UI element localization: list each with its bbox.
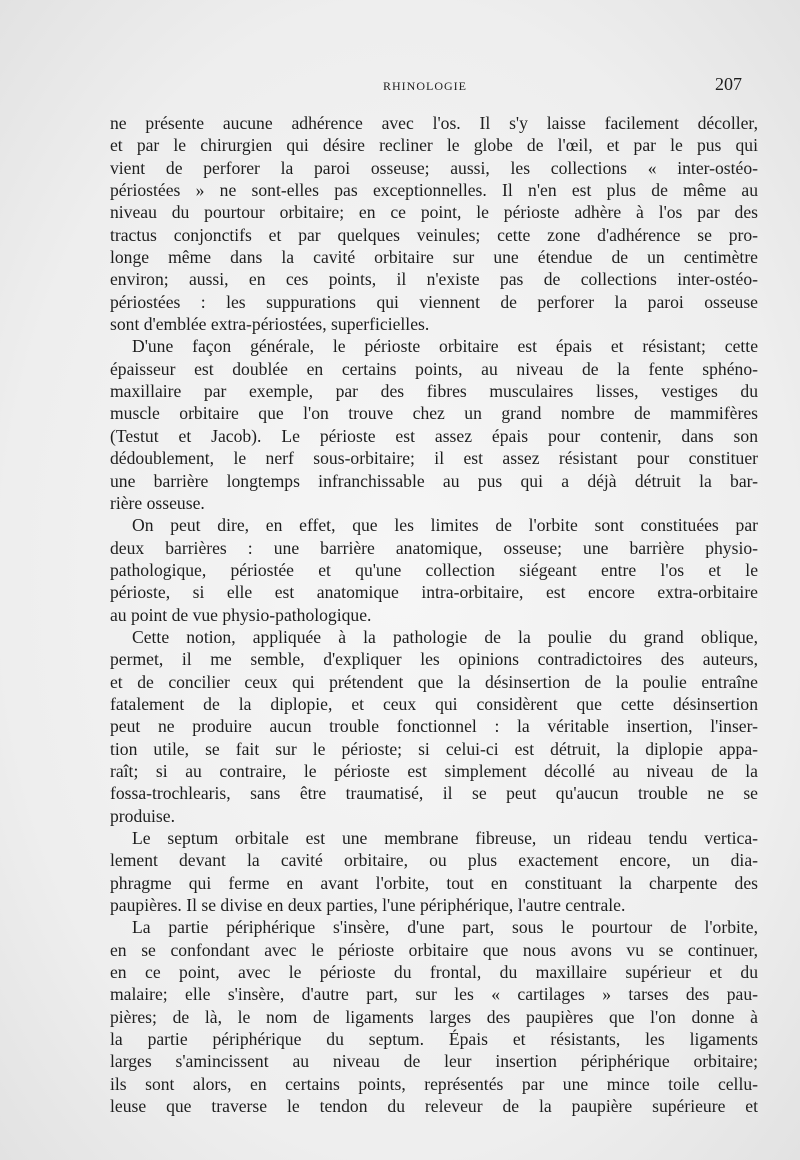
text-line: malaire; elle s'insère, d'autre part, sur les « cartilages » tarses des pau- <box>110 984 758 1005</box>
text-line: périostées : les suppurations qui viennent de perforer la paroi osseuse <box>110 291 758 312</box>
text-line: raît; si au contraire, le périoste est simplement décollé au niveau de la <box>110 760 758 781</box>
text-line: produise. <box>110 805 175 826</box>
text-line: la partie périphérique du septum. Épais et résistants, les ligaments <box>110 1029 758 1050</box>
text-line: muscle orbitaire que l'on trouve chez un grand nombre de mammifères <box>110 403 758 424</box>
text-line: ils sont alors, en certains points, représentés par une mince toile cellu- <box>110 1073 758 1094</box>
text-line: tractus conjonctifs et par quelques veinules; cette zone d'adhérence se pro- <box>110 224 758 245</box>
paragraph <box>110 335 758 514</box>
text-line: en se confondant avec le périoste orbitaire que nous avons vu se continuer, <box>110 939 758 960</box>
text-line: Le septum orbitale est une membrane fibreuse, un rideau tendu vertica- <box>132 828 758 848</box>
text-line: environ; aussi, en ces points, il n'existe pas de collections inter-ostéo- <box>110 269 758 290</box>
text-line: Cette notion, appliquée à la pathologie de la poulie du grand oblique, <box>132 626 758 647</box>
text-line: leuse que traverse le tendon du releveur de la paupière supérieure et <box>110 1096 758 1117</box>
text-line: périostées » ne sont-elles pas exceptionnelles. Il n'en est plus de même au <box>110 180 758 201</box>
paragraph <box>110 112 758 335</box>
text-line: phragme qui ferme en avant l'orbite, tout en constituant la charpente des <box>110 872 758 893</box>
text-line: vient de perforer la paroi osseuse; aussi, les collections « inter-ostéo- <box>110 157 758 178</box>
page-header <box>110 74 740 96</box>
text-line: fatalement de la diplopie, et ceux qui considèrent que cette désinsertion <box>110 693 758 714</box>
text-line: dédoublement, le nerf sous-orbitaire; il est assez résistant pour constituer <box>110 448 758 469</box>
text-line: une barrière longtemps infranchissable au pus qui a déjà détruit la bar- <box>110 470 758 491</box>
text-line: et par le chirurgien qui désire recliner le globe de l'œil, et par le pus qui <box>110 135 758 156</box>
text-line: fossa-trochlearis, sans être traumatisé, il se peut qu'aucun trouble ne se <box>110 783 758 804</box>
paragraph <box>110 626 758 827</box>
text-line: rière osseuse. <box>110 492 205 513</box>
text-line: (Testut et Jacob). Le périoste est assez épais pour contenir, dans son <box>110 425 758 446</box>
paragraph <box>110 827 758 916</box>
text-line: peut ne produire aucun trouble fonctionnel : la véritable insertion, l'inser- <box>110 716 758 737</box>
text-line: maxillaire par exemple, par des fibres musculaires lisses, vestiges du <box>110 381 758 402</box>
text-line: sont d'emblée extra-périostées, superficielles. <box>110 314 430 335</box>
text-line: et de concilier ceux qui prétendent que la désinsertion de la poulie entraîne <box>110 671 758 692</box>
text-line: paupières. Il se divise en deux parties, l'une périphérique, l'autre centrale. <box>110 895 626 916</box>
running-title: RHINOLOGIE <box>383 79 467 93</box>
text-line: pathologique, périostée et qu'une collection siégeant entre l'os et le <box>110 559 758 580</box>
body-text <box>110 112 758 1117</box>
paragraph <box>110 916 758 1117</box>
text-line: au point de vue physio-pathologique. <box>110 604 372 625</box>
text-line: niveau du pourtour orbitaire; en ce point, le périoste adhère à l'os par des <box>110 202 758 223</box>
text-line: en ce point, avec le périoste du frontal, du maxillaire supérieur et du <box>110 962 758 983</box>
text-line: ne présente aucune adhérence avec l'os. Il s'y laisse facilement décoller, <box>110 113 758 133</box>
text-line: pières; de là, le nom de ligaments larges des paupières que l'on donne à <box>110 1006 758 1027</box>
text-line: La partie périphérique s'insère, d'une part, sous le pourtour de l'orbite, <box>132 917 758 938</box>
text-line: lement devant la cavité orbitaire, ou plus exactement encore, un dia- <box>110 850 758 871</box>
text-line: tion utile, se fait sur le périoste; si celui-ci est détruit, la diplopie appa- <box>110 738 758 759</box>
text-line: épaisseur est doublée en certains points, au niveau de la fente sphéno- <box>110 358 758 379</box>
text-line: permet, il me semble, d'expliquer les opinions contradictoires des auteurs, <box>110 649 758 670</box>
text-line: périoste, si elle est anatomique intra-orbitaire, est encore extra-orbitaire <box>110 582 758 603</box>
text-line: deux barrières : une barrière anatomique, osseuse; une barrière physio- <box>110 537 758 558</box>
text-line: longe même dans la cavité orbitaire sur une étendue de un centimètre <box>110 247 758 268</box>
text-line: On peut dire, en effet, que les limites de l'orbite sont constituées par <box>132 515 758 536</box>
text-line: larges s'amincissent au niveau de leur insertion périphérique orbitaire; <box>110 1051 758 1072</box>
text-line: D'une façon générale, le périoste orbitaire est épais et résistant; cette <box>132 336 758 357</box>
page-number: 207 <box>715 74 742 94</box>
paragraph <box>110 514 758 626</box>
